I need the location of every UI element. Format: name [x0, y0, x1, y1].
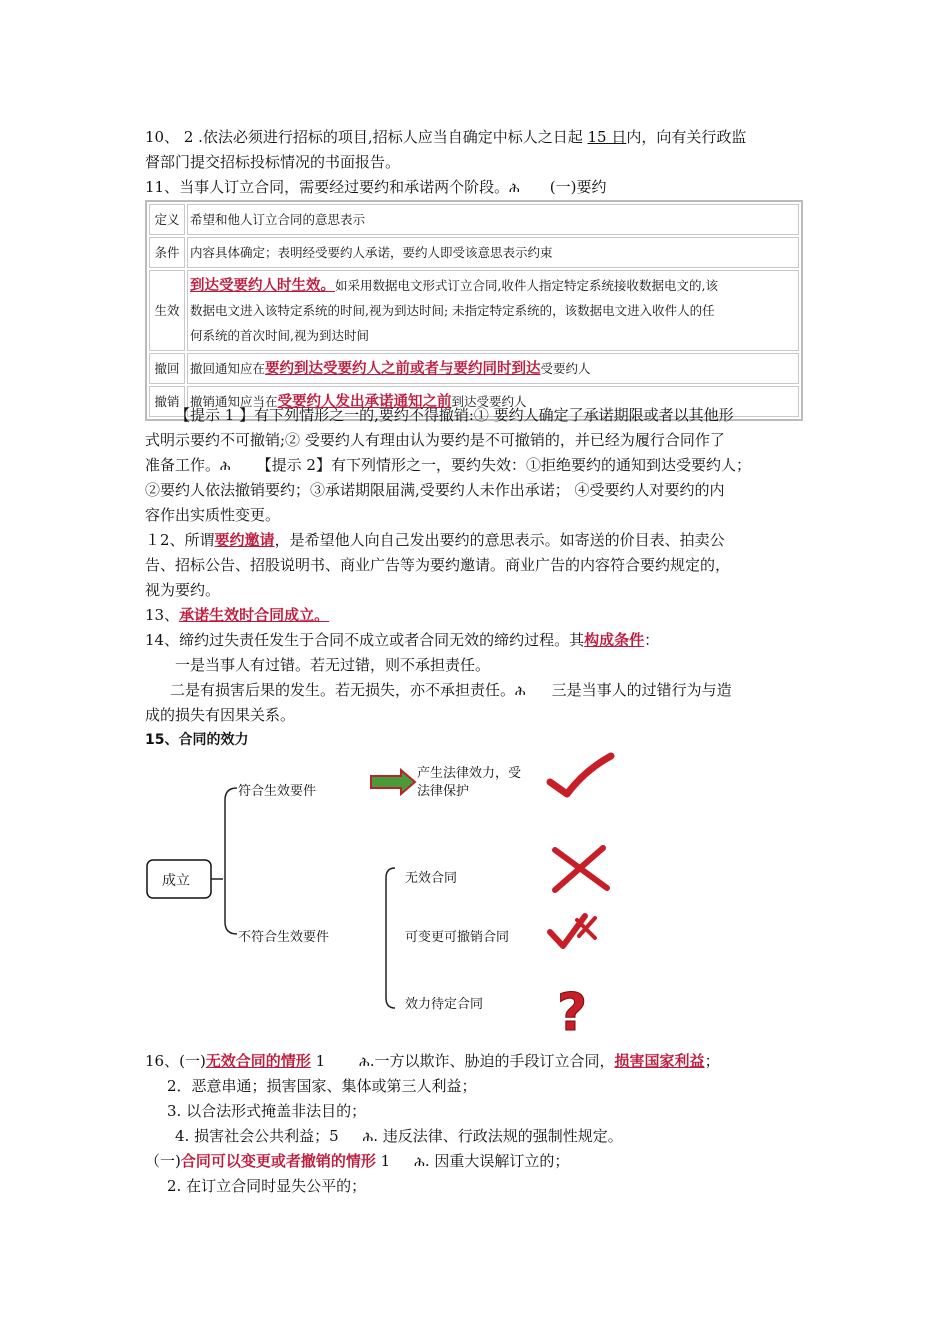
table-row [149, 204, 799, 235]
diagram-yes-label: 符合生效要件 [238, 784, 317, 799]
para-16-item-3: 3. 以合法形式掩盖非法目的； [167, 1102, 367, 1120]
term-highlight: 损害国家利益 [614, 1052, 705, 1070]
offer-definition-table [145, 200, 803, 421]
para-16-section-2-item-2: 2. 在订立合同时显失公平的； [167, 1177, 367, 1195]
diagram-lines [145, 750, 645, 1040]
question-mark-icon: ? [557, 983, 588, 1040]
bullet-symbol: ሕ [359, 1055, 370, 1070]
diagram-root-label: 成立 [162, 873, 190, 889]
term-highlight: 构成条件 [584, 631, 645, 649]
term-highlight: 承诺生效时合同成立。 [179, 606, 330, 624]
para-12-line-1: １2、所谓要约邀请，是希望他人向自己发出要约的意思表示。如寄送的价目表、拍卖公 [145, 531, 725, 549]
para-14-line-2: 一是当事人有过错。若无过错，则不承担责任。 [175, 656, 491, 674]
days-value: 15 日 [587, 128, 627, 146]
bullet-symbol: ሕ [509, 181, 520, 196]
para-12-line-2: 告、招标公告、招股说明书、商业广告等为要约邀请。商业广告的内容符合要约规定的， [145, 556, 731, 574]
term-highlight: 无效合同的情形 [205, 1052, 311, 1070]
para-10-line-2: 督部门提交招标投标情况的书面报告。 [145, 153, 401, 171]
row-key: 撤回 [149, 353, 185, 384]
row-value: 撤销通知应当在受要约人发出承诺通知之前到达受要约人 [187, 386, 799, 417]
bullet-symbol: ሕ [220, 459, 231, 474]
para-13: 13、承诺生效时合同成立。 [145, 606, 330, 624]
table-row [149, 237, 799, 268]
diagram-result-line-2: 法律保护 [417, 784, 470, 799]
para-15-title: 15、合同的效力 [145, 732, 249, 748]
row-value: 希望和他人订立合同的意思表示 [187, 204, 799, 235]
diagram-result-line-1: 产生法律效力，受 [417, 766, 522, 781]
bullet-symbol: ሕ [362, 1130, 374, 1145]
para-10-line-1: 10、 2 .依法必须进行招标的项目,招标人应当自确定中标人之日起 15 日内，向有关行政监 [145, 128, 747, 146]
tip-line-1: 【提示 1 】有下列情形之一的,要约不得撤销:① 要约人确定了承诺期限或者以其他形 [175, 406, 734, 424]
bullet-symbol: ሕ [515, 684, 526, 699]
para-14-line-4: 成的损失有因果关系。 [145, 706, 296, 724]
bullet-symbol: ሕ [414, 1155, 425, 1170]
para-14-line-3: 二是有损害后果的发生。若无损失，亦不承担责任。ሕ 三是当事人的过错行为与造 [170, 681, 732, 699]
tip-line-5: 容作出实质性变更。 [145, 506, 281, 524]
tip-line-3: 准备工作。ሕ 【提示 2】有下列情形之一，要约失效：①拒绝要约的通知到达受要约人； [145, 456, 751, 474]
row-value: 撤回通知应在要约到达受要约人之前或者与要约同时到达受要约人 [187, 353, 799, 384]
row-key: 撤销 [149, 386, 185, 417]
row-value: 内容具体确定；表明经受要约人承诺，要约人即受该意思表示约束 [187, 237, 799, 268]
para-14-line-1: 14、缔约过失责任发生于合同不成立或者合同无效的缔约过程。其构成条件： [145, 631, 660, 649]
para-16-item-2: 2．恶意串通；损害国家、集体或第三人利益； [167, 1077, 477, 1095]
row-key: 条件 [149, 237, 185, 268]
para-16-item-4: 4. 损害社会公共利益；5 ሕ. 违反法律、行政法规的强制性规定。 [175, 1127, 623, 1145]
diagram-pending-label: 效力待定合同 [405, 997, 484, 1012]
para-16-section-2: （一)合同可以变更或者撤销的情形 1 ሕ. 因重大误解订立的； [145, 1152, 570, 1170]
row-key: 生效 [149, 270, 185, 351]
row-value: 到达受要约人时生效。如采用数据电文形式订立合同,收件人指定特定系统接收数据电文的,该 数据电文进入该特定系统的时间,视为到达时间; 未指定特定系统的，该数据电文进入收件人的任 何系统的首次时间,视为到达时间 [187, 270, 799, 351]
tip-line-4: ②要约人依法撤销要约；③承诺期限届满,受要约人未作出承诺； ④受要约人对要约的内 [145, 481, 725, 499]
term-highlight: 要约邀请 [214, 531, 275, 549]
tip-line-2: 式明示要约不可撤销;② 受要约人有理由认为要约是不可撤销的，并已经为履行合同作了 [145, 431, 725, 449]
table-row [149, 353, 799, 384]
para-11: 11、当事人订立合同，需要经过要约和承诺两个阶段。ሕ (一)要约 [145, 178, 607, 196]
table-row [149, 270, 799, 351]
para-12-line-3: 视为要约。 [145, 581, 221, 599]
contract-validity-diagram [145, 750, 645, 1040]
diagram-voidable-label: 可变更可撤销合同 [405, 930, 510, 945]
diagram-void-label: 无效合同 [405, 871, 458, 886]
row-key: 定义 [149, 204, 185, 235]
term-highlight: 合同可以变更或者撤销的情形 [180, 1152, 376, 1170]
para-16-line-1: 16、(一)无效合同的情形 1 ሕ.一方以欺诈、胁迫的手段订立合同，损害国家利益； [145, 1052, 720, 1070]
diagram-no-label: 不符合生效要件 [238, 930, 330, 945]
